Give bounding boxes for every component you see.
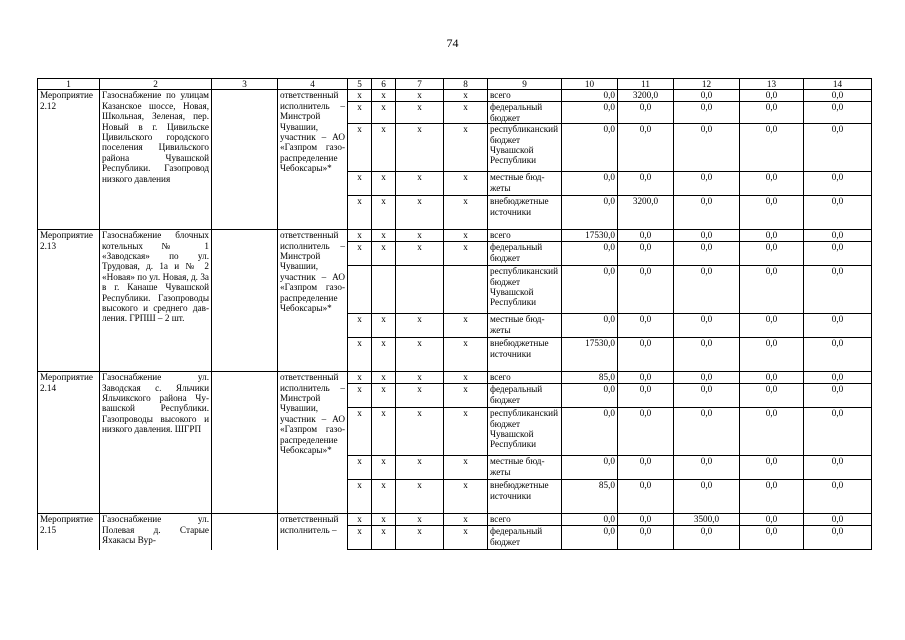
measure-column-3	[212, 90, 278, 230]
funding-value: 0,0	[804, 172, 872, 196]
code-cell: x	[396, 90, 444, 102]
funding-value: 0,0	[618, 514, 674, 526]
code-cell: x	[372, 172, 396, 196]
funding-value: 0,0	[674, 242, 740, 266]
funding-value: 0,0	[804, 408, 872, 456]
funding-source: республиканский бюджет Чувашской Республики	[488, 124, 562, 172]
funding-value: 85,0	[562, 480, 618, 514]
funding-value: 3200,0	[618, 90, 674, 102]
code-cell: x	[348, 480, 372, 514]
code-cell: x	[372, 372, 396, 384]
code-cell: x	[348, 526, 372, 550]
program-measures-table	[37, 78, 872, 550]
code-cell: x	[372, 514, 396, 526]
funding-value: 0,0	[740, 90, 804, 102]
column-header: 3	[212, 79, 278, 90]
funding-value: 0,0	[674, 314, 740, 338]
funding-value: 0,0	[618, 372, 674, 384]
funding-value: 0,0	[804, 456, 872, 480]
funding-value: 0,0	[562, 266, 618, 314]
column-header: 12	[674, 79, 740, 90]
column-header: 11	[618, 79, 674, 90]
column-header: 9	[488, 79, 562, 90]
code-cell	[396, 266, 444, 314]
code-cell: x	[444, 242, 488, 266]
funding-source: внебюджетные источники	[488, 196, 562, 230]
measure-description: Газоснабжение блочных котельных № 1 «Заводская» по ул. Трудовая, д. 1а и № 2 «Новая» по ул. Новая, д. 3а в г. Канаше Чувашской Республики. Газопроводы высокого и среднего давления. ГРПШ – 2 шт.	[100, 230, 212, 372]
funding-value: 0,0	[562, 526, 618, 550]
funding-value: 0,0	[562, 314, 618, 338]
funding-value: 0,0	[618, 526, 674, 550]
measure-executor: ответственный исполнитель – Минстрой Чувашии, участник – АО «Газпром газораспределение Чебоксары»*	[278, 372, 348, 514]
measure-column-3	[212, 514, 278, 550]
funding-value: 0,0	[804, 266, 872, 314]
code-cell: x	[372, 124, 396, 172]
code-cell: x	[396, 196, 444, 230]
funding-source: всего	[488, 90, 562, 102]
funding-value: 0,0	[740, 514, 804, 526]
code-cell: x	[372, 242, 396, 266]
measure-description: Газоснабжение ул. Заводская с. Яльчики Яльчикского района Чувашской Республики. Газопроводы высокого и низкого давления. ШГРП	[100, 372, 212, 514]
funding-value: 0,0	[674, 172, 740, 196]
code-cell: x	[348, 230, 372, 242]
measure-id: Мероприятие 2.12	[38, 90, 100, 230]
funding-value: 0,0	[562, 456, 618, 480]
funding-source: республиканский бюджет Чувашской Республики	[488, 408, 562, 456]
code-cell: x	[444, 124, 488, 172]
funding-value: 0,0	[804, 384, 872, 408]
funding-value: 0,0	[674, 102, 740, 124]
funding-source: республиканский бюджет Чувашской Республики	[488, 266, 562, 314]
code-cell: x	[444, 480, 488, 514]
table-row	[38, 230, 872, 242]
code-cell: x	[372, 196, 396, 230]
code-cell: x	[444, 456, 488, 480]
funding-value: 0,0	[804, 90, 872, 102]
funding-value: 0,0	[674, 526, 740, 550]
funding-value: 0,0	[618, 242, 674, 266]
table-row	[38, 90, 872, 102]
funding-value: 0,0	[618, 172, 674, 196]
code-cell: x	[348, 408, 372, 456]
funding-value: 0,0	[618, 314, 674, 338]
funding-value: 3500,0	[674, 514, 740, 526]
funding-value: 0,0	[804, 314, 872, 338]
code-cell: x	[348, 514, 372, 526]
funding-value: 0,0	[740, 384, 804, 408]
funding-value: 0,0	[562, 102, 618, 124]
code-cell: x	[444, 372, 488, 384]
funding-source: внебюджетные источники	[488, 480, 562, 514]
funding-value: 0,0	[562, 242, 618, 266]
funding-value: 0,0	[804, 124, 872, 172]
funding-value: 17530,0	[562, 230, 618, 242]
column-header: 6	[372, 79, 396, 90]
code-cell: x	[372, 384, 396, 408]
code-cell: x	[396, 480, 444, 514]
code-cell	[372, 266, 396, 314]
code-cell: x	[444, 514, 488, 526]
code-cell: x	[348, 372, 372, 384]
funding-value: 0,0	[618, 480, 674, 514]
column-header: 2	[100, 79, 212, 90]
funding-value: 0,0	[740, 242, 804, 266]
funding-value: 0,0	[804, 196, 872, 230]
funding-value: 0,0	[804, 514, 872, 526]
measure-executor: ответственный исполнитель – Минстрой Чувашии, участник – АО «Газпром газораспределение Чебоксары»*	[278, 230, 348, 372]
funding-value: 0,0	[740, 372, 804, 384]
code-cell: x	[444, 338, 488, 372]
funding-value: 0,0	[740, 230, 804, 242]
code-cell: x	[348, 242, 372, 266]
code-cell: x	[444, 102, 488, 124]
code-cell: x	[372, 102, 396, 124]
funding-source: всего	[488, 514, 562, 526]
measure-description: Газоснабжение ул. Полевая д. Старые Яхакасы Вур-	[100, 514, 212, 550]
funding-value: 0,0	[740, 408, 804, 456]
funding-value: 0,0	[804, 230, 872, 242]
funding-source: местные бюджеты	[488, 172, 562, 196]
funding-value: 0,0	[740, 314, 804, 338]
funding-value: 0,0	[562, 124, 618, 172]
column-header: 5	[348, 79, 372, 90]
funding-source: всего	[488, 230, 562, 242]
funding-value: 0,0	[740, 266, 804, 314]
funding-value: 0,0	[618, 124, 674, 172]
code-cell: x	[348, 338, 372, 372]
code-cell: x	[396, 526, 444, 550]
funding-value: 0,0	[674, 338, 740, 372]
code-cell: x	[444, 90, 488, 102]
funding-source: федеральный бюджет	[488, 102, 562, 124]
code-cell: x	[396, 230, 444, 242]
funding-source: всего	[488, 372, 562, 384]
code-cell: x	[372, 338, 396, 372]
code-cell: x	[444, 196, 488, 230]
code-cell: x	[396, 456, 444, 480]
code-cell: x	[396, 338, 444, 372]
measure-executor: ответственный исполнитель – Минстрой Чувашии, участник – АО «Газпром газораспределение Чебоксары»*	[278, 90, 348, 230]
funding-value: 0,0	[804, 242, 872, 266]
code-cell: x	[396, 408, 444, 456]
code-cell: x	[396, 242, 444, 266]
funding-value: 0,0	[562, 384, 618, 408]
code-cell: x	[396, 124, 444, 172]
funding-value: 0,0	[618, 408, 674, 456]
column-header: 4	[278, 79, 348, 90]
funding-value: 0,0	[674, 480, 740, 514]
measure-id: Мероприятие 2.15	[38, 514, 100, 550]
code-cell: x	[396, 314, 444, 338]
funding-value: 0,0	[804, 102, 872, 124]
code-cell	[348, 266, 372, 314]
code-cell: x	[444, 408, 488, 456]
funding-value: 0,0	[804, 372, 872, 384]
measure-description: Газоснабжение по улицам Казанское шоссе, Новая, Школьная, Зеленая, пер. Новый в г. Цивильске Цивильского городского поселения Цивильского района Чувашской Республики. Газопровод низкого давления	[100, 90, 212, 230]
funding-value: 0,0	[804, 338, 872, 372]
code-cell: x	[444, 526, 488, 550]
code-cell: x	[348, 196, 372, 230]
code-cell: x	[372, 314, 396, 338]
code-cell: x	[348, 90, 372, 102]
funding-value: 0,0	[562, 90, 618, 102]
code-cell: x	[396, 514, 444, 526]
funding-value: 0,0	[562, 196, 618, 230]
funding-source: местные бюджеты	[488, 456, 562, 480]
funding-value: 0,0	[674, 230, 740, 242]
column-header: 13	[740, 79, 804, 90]
funding-value: 0,0	[618, 230, 674, 242]
code-cell: x	[348, 172, 372, 196]
funding-value: 0,0	[618, 338, 674, 372]
code-cell: x	[348, 102, 372, 124]
funding-value: 0,0	[740, 480, 804, 514]
funding-value: 0,0	[674, 408, 740, 456]
measure-id: Мероприятие 2.14	[38, 372, 100, 514]
funding-value: 85,0	[562, 372, 618, 384]
code-cell	[444, 266, 488, 314]
column-header: 8	[444, 79, 488, 90]
funding-value: 0,0	[674, 90, 740, 102]
funding-value: 0,0	[618, 102, 674, 124]
funding-value: 0,0	[740, 102, 804, 124]
funding-value: 0,0	[562, 408, 618, 456]
funding-source: внебюджетные источники	[488, 338, 562, 372]
code-cell: x	[396, 172, 444, 196]
funding-value: 0,0	[674, 384, 740, 408]
funding-source: федеральный бюджет	[488, 526, 562, 550]
measure-id: Мероприятие 2.13	[38, 230, 100, 372]
measure-column-3	[212, 372, 278, 514]
code-cell: x	[348, 124, 372, 172]
funding-source: федеральный бюджет	[488, 242, 562, 266]
code-cell: x	[444, 172, 488, 196]
funding-value: 0,0	[674, 124, 740, 172]
funding-value: 0,0	[674, 196, 740, 230]
measure-executor: ответственный исполнитель –	[278, 514, 348, 550]
funding-value: 0,0	[804, 480, 872, 514]
code-cell: x	[372, 526, 396, 550]
funding-value: 3200,0	[618, 196, 674, 230]
column-header: 14	[804, 79, 872, 90]
funding-value: 0,0	[740, 196, 804, 230]
code-cell: x	[372, 230, 396, 242]
funding-value: 0,0	[562, 172, 618, 196]
funding-value: 0,0	[562, 514, 618, 526]
code-cell: x	[396, 102, 444, 124]
code-cell: x	[348, 384, 372, 408]
code-cell: x	[372, 90, 396, 102]
funding-value: 0,0	[740, 172, 804, 196]
measure-column-3	[212, 230, 278, 372]
funding-source: местные бюджеты	[488, 314, 562, 338]
funding-value: 0,0	[740, 456, 804, 480]
funding-value: 0,0	[618, 266, 674, 314]
table-row	[38, 514, 872, 526]
funding-value: 0,0	[674, 456, 740, 480]
code-cell: x	[348, 456, 372, 480]
column-header: 10	[562, 79, 618, 90]
funding-value: 0,0	[740, 124, 804, 172]
code-cell: x	[396, 384, 444, 408]
funding-value: 17530,0	[562, 338, 618, 372]
funding-value: 0,0	[618, 456, 674, 480]
column-header: 1	[38, 79, 100, 90]
page-number: 74	[446, 36, 459, 50]
funding-value: 0,0	[674, 372, 740, 384]
code-cell: x	[396, 372, 444, 384]
code-cell: x	[372, 408, 396, 456]
table-row	[38, 372, 872, 384]
code-cell: x	[372, 480, 396, 514]
code-cell: x	[372, 456, 396, 480]
table-body	[38, 79, 872, 550]
funding-value: 0,0	[618, 384, 674, 408]
header-row	[38, 79, 872, 90]
funding-value: 0,0	[804, 526, 872, 550]
code-cell: x	[444, 314, 488, 338]
funding-value: 0,0	[674, 266, 740, 314]
column-header: 7	[396, 79, 444, 90]
code-cell: x	[444, 230, 488, 242]
funding-source: федеральный бюджет	[488, 384, 562, 408]
code-cell: x	[444, 384, 488, 408]
funding-value: 0,0	[740, 526, 804, 550]
funding-value: 0,0	[740, 338, 804, 372]
code-cell: x	[348, 314, 372, 338]
